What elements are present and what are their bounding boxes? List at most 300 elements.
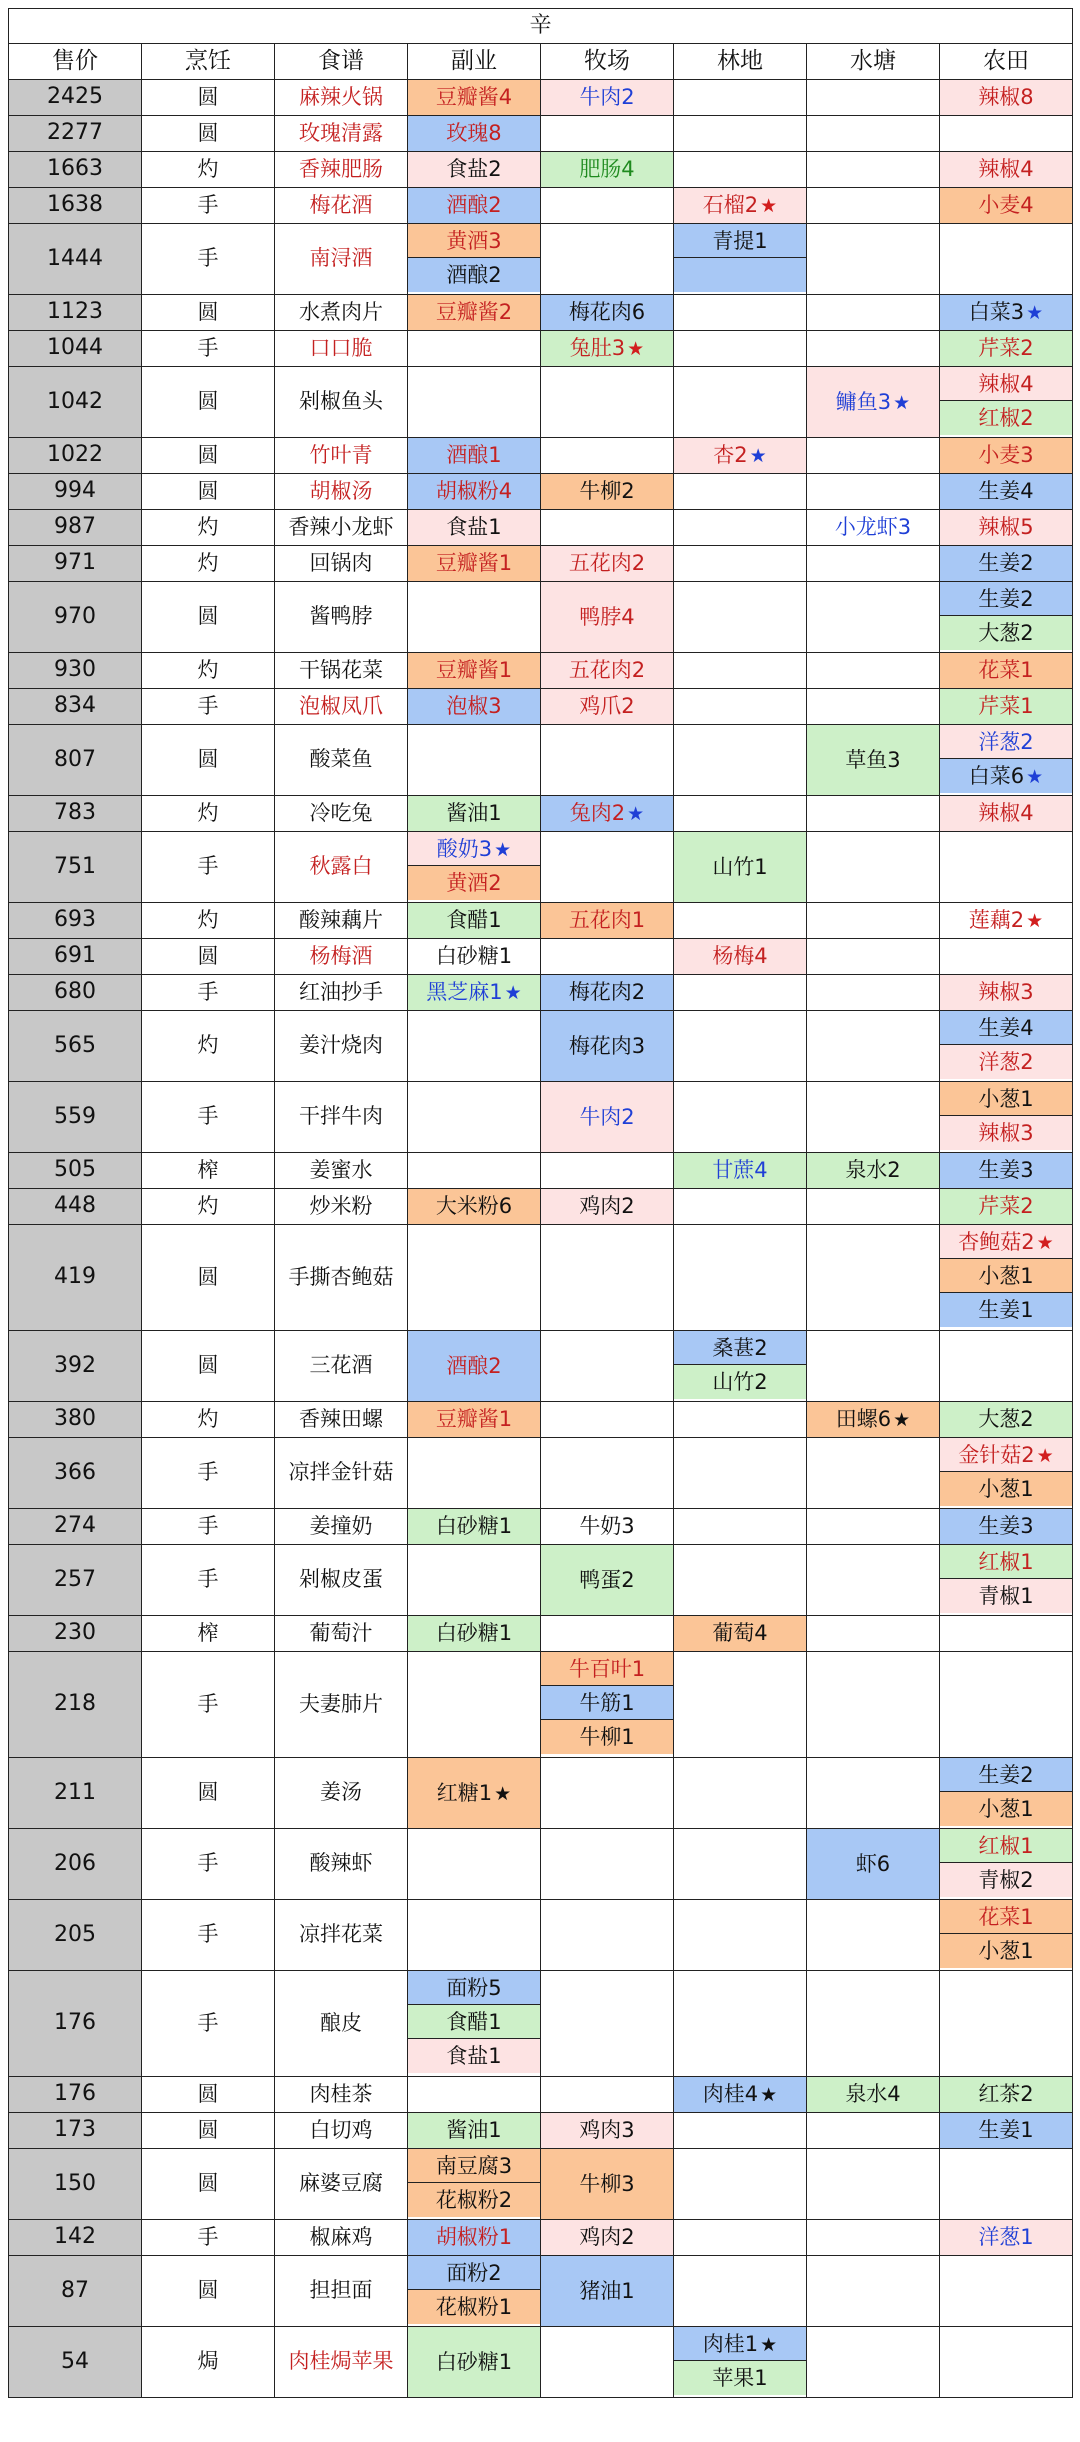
ingredient-label: 红茶2 [978,2081,1034,2106]
price-cell: 54 [9,2326,142,2397]
sideline-cell [408,473,541,509]
ingredient-label: 小麦3 [978,442,1034,467]
ingredient-label: 牛柳3 [579,2171,635,2196]
ingredient-label: 黄酒2 [446,871,502,895]
price-cell: 1042 [9,366,142,437]
price-cell: 419 [9,1224,142,1330]
ingredient [940,546,1072,581]
price-cell: 2277 [9,115,142,151]
sideline-cell [408,1330,541,1401]
ingredient-label: 酱油1 [446,2117,502,2142]
woodland-cell [674,437,807,473]
price-cell: 834 [9,688,142,724]
price-cell: 274 [9,1508,142,1544]
pond-cell [807,1615,940,1651]
pond-cell [807,1970,940,2076]
ingredient [940,725,1072,760]
ingredient-label: 面粉5 [446,1975,502,2000]
ingredient-label: 小葱1 [978,1264,1034,1288]
table-row [9,151,1073,187]
method-cell: 圆 [142,473,275,509]
table-row [9,2326,1073,2397]
table-row [9,581,1073,652]
recipe-name-cell: 三花酒 [275,1330,408,1401]
ingredient-label: 鸡肉3 [579,2117,635,2142]
sideline-cell [408,330,541,366]
woodland-cell [674,151,807,187]
ingredient [541,80,673,115]
price-cell: 380 [9,1401,142,1437]
method-cell: 灼 [142,1401,275,1437]
ingredient-label: 食醋1 [446,907,502,932]
ingredient-label: 黑芝麻1 [426,979,503,1004]
price-cell: 565 [9,1010,142,1081]
ingredient [940,1402,1072,1437]
farmland-cell [940,187,1073,223]
sideline-cell [408,223,541,294]
pond-cell [807,974,940,1010]
star-icon: ★ [504,981,522,1004]
ingredient [940,1509,1072,1544]
ingredient-label: 红椒1 [978,1549,1034,1574]
ingredient-label: 食醋1 [446,2010,502,2034]
method-cell: 灼 [142,509,275,545]
recipe-name-cell: 剁椒皮蛋 [275,1544,408,1615]
ingredient [940,1829,1072,1864]
ingredient-label: 甘蔗4 [712,1157,768,1182]
ranch-cell [541,1544,674,1615]
recipe-name-cell: 南浔酒 [275,223,408,294]
table-row [9,688,1073,724]
ingredient-label: 青椒2 [978,1868,1034,1892]
ingredient-label: 小葱1 [978,1939,1034,1963]
star-icon: ★ [1036,1231,1054,1254]
ingredient [940,1044,1072,1079]
ingredient [807,510,939,545]
ingredient-label: 生姜4 [978,1015,1034,1040]
method-cell: 圆 [142,366,275,437]
price-cell: 1022 [9,437,142,473]
ingredient [940,903,1072,938]
pond-cell [807,437,940,473]
recipe-name-cell: 玫瑰清露 [275,115,408,151]
ingredient [940,1153,1072,1188]
pond-cell [807,509,940,545]
method-cell: 手 [142,187,275,223]
ingredient-label: 大葱2 [978,621,1034,645]
ingredient [674,438,806,473]
method-cell: 圆 [142,2076,275,2112]
ingredient-label: 大葱2 [978,1406,1034,1431]
ingredient [408,1616,540,1651]
farmland-cell [940,2112,1073,2148]
ingredient [940,1082,1072,1117]
header-recipe: 食谱 [275,44,408,80]
header-price: 售价 [9,44,142,80]
pond-cell [807,115,940,151]
ranch-cell [541,1401,674,1437]
pond-cell [807,294,940,330]
ranch-cell [541,187,674,223]
ingredient [807,1829,939,1899]
recipe-name-cell: 香辣小龙虾 [275,509,408,545]
farmland-cell [940,1081,1073,1152]
woodland-cell [674,1828,807,1899]
recipe-name-cell: 姜汤 [275,1757,408,1828]
ingredient [940,474,1072,509]
ingredient-label: 五花肉2 [568,550,646,575]
price-cell: 691 [9,938,142,974]
pond-cell [807,187,940,223]
ranch-cell [541,366,674,437]
ingredient [408,796,540,831]
star-icon: ★ [1026,766,1044,788]
sideline-cell [408,1899,541,1970]
price-cell: 1663 [9,151,142,187]
woodland-cell [674,1544,807,1615]
woodland-cell [674,902,807,938]
ingredient-label: 白砂糖1 [435,943,513,968]
woodland-cell [674,1188,807,1224]
ranch-cell [541,938,674,974]
ingredient-label: 芹菜2 [978,335,1034,360]
ingredient-label: 辣椒3 [978,1121,1034,1145]
ingredient [408,1189,540,1224]
ingredient [541,1685,673,1720]
ingredient-label: 食盐1 [446,514,502,539]
ranch-cell [541,2255,674,2326]
ingredient [408,546,540,581]
ranch-cell [541,545,674,581]
ingredient-label: 胡椒粉4 [435,478,513,503]
ranch-cell [541,1081,674,1152]
ingredient [940,1933,1072,1968]
price-cell: 1444 [9,223,142,294]
ingredient [940,2113,1072,2148]
price-cell: 970 [9,581,142,652]
ingredient [408,438,540,473]
ingredient [940,1578,1072,1613]
ingredient-label: 虾6 [855,1851,891,1876]
sideline-cell [408,724,541,795]
ranch-cell [541,1651,674,1757]
ingredient [940,367,1072,402]
method-cell: 灼 [142,151,275,187]
ingredient [940,1438,1072,1473]
farmland-cell [940,1401,1073,1437]
ingredient-label: 辣椒3 [978,979,1034,1004]
ingredient-label: 辣椒4 [978,156,1034,181]
ingredient [541,2220,673,2255]
ingredient-label: 生姜2 [978,586,1034,611]
method-cell: 圆 [142,2255,275,2326]
ingredient-label: 酒酿2 [446,1353,502,1378]
sideline-cell [408,1508,541,1544]
recipe-name-cell: 水煮肉片 [275,294,408,330]
ingredient-label: 五花肉2 [568,657,646,682]
recipe-name-cell: 回锅肉 [275,545,408,581]
ingredient [408,2327,540,2397]
woodland-cell [674,330,807,366]
farmland-cell [940,151,1073,187]
ingredient [541,546,673,581]
woodland-cell [674,366,807,437]
method-cell: 灼 [142,545,275,581]
star-icon: ★ [760,2333,778,2356]
farmland-cell [940,115,1073,151]
farmland-cell [940,223,1073,294]
ingredient-label: 洋葱2 [978,729,1034,754]
method-cell: 手 [142,1899,275,1970]
method-cell: 手 [142,1828,275,1899]
farmland-cell [940,1508,1073,1544]
price-cell: 693 [9,902,142,938]
method-cell: 圆 [142,1224,275,1330]
price-cell: 230 [9,1615,142,1651]
price-cell: 751 [9,831,142,902]
sideline-cell [408,2255,541,2326]
method-cell: 手 [142,974,275,1010]
pond-cell [807,1899,940,1970]
price-cell: 987 [9,509,142,545]
woodland-cell [674,1224,807,1330]
sideline-cell [408,831,541,902]
ingredient [408,152,540,187]
ingredient-label: 杏2 [713,442,748,467]
ingredient [541,295,673,330]
table-row [9,2112,1073,2148]
table-row [9,1401,1073,1437]
farmland-cell [940,724,1073,795]
ingredient [940,1900,1072,1935]
ingredient-label: 肉桂1 [702,2331,759,2356]
ingredient [541,152,673,187]
table-row [9,902,1073,938]
sideline-cell [408,509,541,545]
table-row [9,366,1073,437]
pond-cell [807,79,940,115]
pond-cell [807,545,940,581]
recipe-name-cell: 手撕杏鲍菇 [275,1224,408,1330]
table-row [9,545,1073,581]
ingredient-label: 芹菜1 [978,693,1034,718]
star-icon: ★ [494,838,512,861]
table-row [9,1330,1073,1401]
ingredient-label: 辣椒4 [978,371,1034,396]
ingredient [408,510,540,545]
method-cell: 圆 [142,1757,275,1828]
ingredient [940,2077,1072,2112]
recipe-name-cell: 姜撞奶 [275,1508,408,1544]
farmland-cell [940,1757,1073,1828]
price-cell: 205 [9,1899,142,1970]
star-icon: ★ [1026,301,1044,324]
table-row [9,1508,1073,1544]
ingredient [541,1189,673,1224]
woodland-cell [674,2148,807,2219]
ingredient-label: 花椒粉2 [435,2188,513,2212]
woodland-cell [674,1010,807,1081]
ingredient-label: 豆瓣酱2 [435,299,513,324]
ingredient [541,796,673,831]
ingredient [408,2113,540,2148]
ingredient [940,1758,1072,1793]
ingredient [408,832,540,867]
table-row [9,330,1073,366]
farmland-cell [940,473,1073,509]
recipe-name-cell: 香辣肥肠 [275,151,408,187]
table-row [9,437,1073,473]
pond-cell [807,2076,940,2112]
farmland-cell [940,2076,1073,2112]
price-cell: 2425 [9,79,142,115]
table-row [9,1544,1073,1615]
ingredient [674,939,806,974]
method-cell: 焗 [142,2326,275,2397]
ingredient-label: 山竹1 [712,854,768,879]
recipe-name-cell: 冷吃兔 [275,795,408,831]
ingredient-label: 玫瑰8 [446,120,502,145]
ingredient-label: 鸡肉2 [579,2224,635,2249]
header-method: 烹饪 [142,44,275,80]
header-sideline: 副业 [408,44,541,80]
method-cell: 圆 [142,724,275,795]
pond-cell [807,1188,940,1224]
price-cell: 211 [9,1757,142,1828]
ingredient [674,2077,806,2112]
ingredient-label: 牛肉2 [579,84,635,109]
woodland-cell [674,724,807,795]
recipe-name-cell: 秋露白 [275,831,408,902]
table-row [9,831,1073,902]
table-row [9,223,1073,294]
woodland-cell [674,974,807,1010]
ingredient-label: 红椒2 [978,406,1034,430]
table-row [9,2148,1073,2219]
method-cell: 手 [142,1970,275,2076]
ingredient-label: 青椒1 [978,1584,1034,1608]
woodland-cell [674,473,807,509]
ingredient [408,975,540,1010]
ingredient [541,1545,673,1615]
recipe-name-cell: 酸菜鱼 [275,724,408,795]
pond-cell [807,366,940,437]
ingredient-label: 牛肉2 [579,1104,635,1129]
woodland-cell [674,581,807,652]
ranch-cell [541,1757,674,1828]
ingredient [541,1011,673,1081]
sideline-cell [408,1010,541,1081]
table-row [9,2076,1073,2112]
ingredient [674,1153,806,1188]
ingredient [940,1258,1072,1293]
ingredient [408,257,540,292]
method-cell: 手 [142,330,275,366]
recipe-name-cell: 酸辣虾 [275,1828,408,1899]
table-row [9,1828,1073,1899]
ingredient [541,653,673,688]
farmland-cell [940,831,1073,902]
pond-cell [807,330,940,366]
method-cell: 榨 [142,1152,275,1188]
farmland-cell [940,1010,1073,1081]
table-row [9,115,1073,151]
woodland-cell [674,1330,807,1401]
table-row [9,1651,1073,1757]
method-cell: 圆 [142,1330,275,1401]
ingredient-label: 生姜3 [978,1157,1034,1182]
star-icon: ★ [627,337,645,360]
recipe-name-cell: 梅花酒 [275,187,408,223]
ranch-cell [541,1188,674,1224]
ingredient [940,295,1072,330]
ingredient [408,2220,540,2255]
ingredient-label: 酒酿2 [446,263,502,287]
method-cell: 圆 [142,2148,275,2219]
woodland-cell [674,545,807,581]
ingredient-label: 苹果1 [712,2366,768,2390]
ingredient-label: 辣椒4 [978,800,1034,825]
header-row [9,44,1073,80]
sideline-cell [408,652,541,688]
pond-cell [807,2326,940,2397]
farmland-cell [940,366,1073,437]
sideline-cell [408,2112,541,2148]
ingredient [408,474,540,509]
woodland-cell [674,509,807,545]
ingredient-label: 牛筋1 [579,1691,635,1715]
ingredient [408,116,540,151]
pond-cell [807,2219,940,2255]
ingredient-label: 兔肚3 [569,335,626,360]
sideline-cell [408,1224,541,1330]
table-row [9,1757,1073,1828]
table-row [9,1224,1073,1330]
ranch-cell [541,151,674,187]
sideline-cell [408,1544,541,1615]
recipe-name-cell: 红油抄手 [275,974,408,1010]
ingredient-label: 梅花肉6 [568,299,646,324]
ingredient-label: 酒酿2 [446,192,502,217]
ingredient-label: 食盐2 [446,156,502,181]
ingredient [408,188,540,223]
pond-cell [807,1437,940,1508]
woodland-cell [674,2076,807,2112]
ingredient-label: 洋葱2 [978,1050,1034,1074]
ingredient [541,975,673,1010]
ranch-cell [541,1508,674,1544]
recipe-name-cell: 剁椒鱼头 [275,366,408,437]
ranch-cell [541,1437,674,1508]
ingredient [541,1652,673,1687]
ranch-cell [541,724,674,795]
table-row [9,1152,1073,1188]
recipe-name-cell: 凉拌花菜 [275,1899,408,1970]
ingredient-label: 鳙鱼3 [835,389,892,414]
farmland-cell [940,938,1073,974]
pond-cell [807,2255,940,2326]
ingredient-label: 小龙虾3 [834,514,912,539]
table-row [9,509,1073,545]
farmland-cell [940,1152,1073,1188]
ingredient-label: 豆瓣酱1 [435,657,513,682]
table-row [9,652,1073,688]
star-icon: ★ [1036,1444,1054,1467]
ranch-cell [541,974,674,1010]
ingredient [674,257,806,292]
table-row [9,724,1073,795]
table-row [9,1437,1073,1508]
